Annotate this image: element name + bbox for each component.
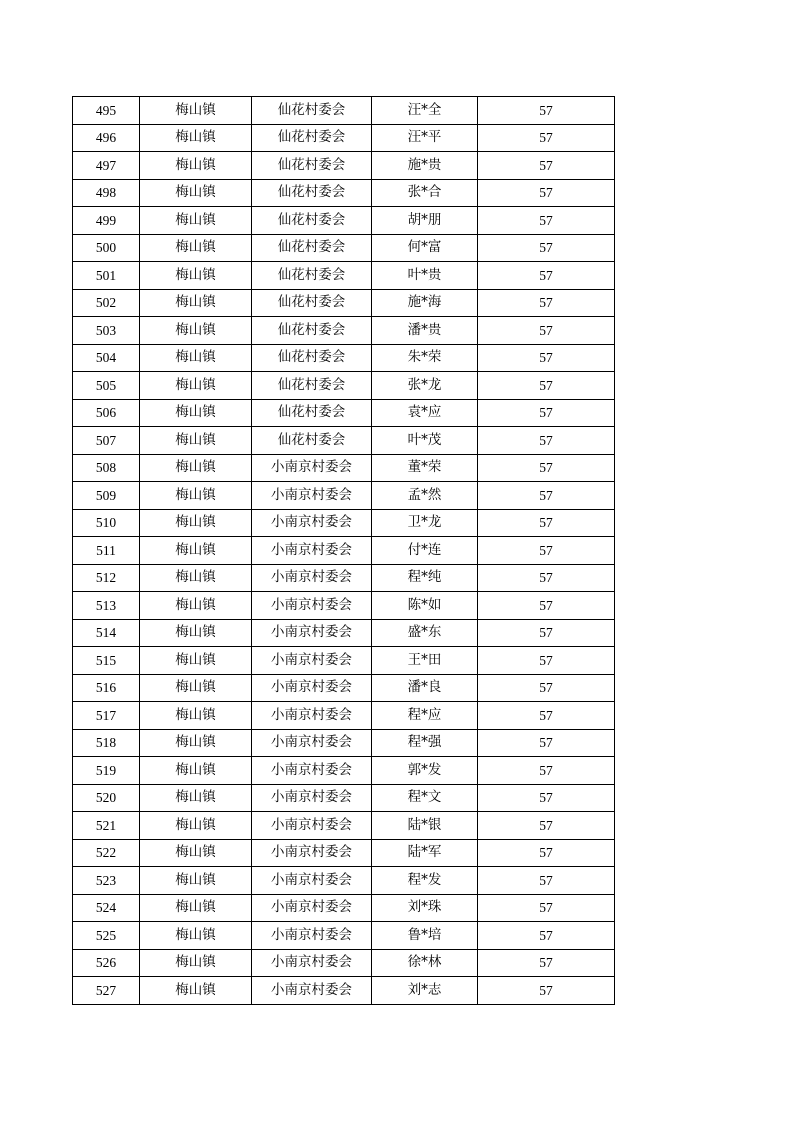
- row-number-cell: 519: [73, 757, 140, 785]
- town-cell: 梅山镇: [140, 619, 252, 647]
- row-number-cell: 510: [73, 509, 140, 537]
- amount-cell: 57: [478, 867, 615, 895]
- person-name-cell: 刘*志: [372, 977, 478, 1005]
- person-name-cell: 施*贵: [372, 152, 478, 180]
- person-name-cell: 叶*茂: [372, 427, 478, 455]
- person-name-cell: 潘*良: [372, 674, 478, 702]
- village-committee-cell: 仙花村委会: [252, 289, 372, 317]
- village-committee-cell: 小南京村委会: [252, 839, 372, 867]
- town-cell: 梅山镇: [140, 647, 252, 675]
- town-cell: 梅山镇: [140, 234, 252, 262]
- town-cell: 梅山镇: [140, 729, 252, 757]
- amount-cell: 57: [478, 784, 615, 812]
- village-committee-cell: 仙花村委会: [252, 234, 372, 262]
- village-committee-cell: 小南京村委会: [252, 729, 372, 757]
- amount-cell: 57: [478, 757, 615, 785]
- row-number-cell: 525: [73, 922, 140, 950]
- row-number-cell: 504: [73, 344, 140, 372]
- village-committee-cell: 仙花村委会: [252, 317, 372, 345]
- town-cell: 梅山镇: [140, 784, 252, 812]
- table-row: [73, 289, 615, 317]
- village-committee-cell: 小南京村委会: [252, 564, 372, 592]
- row-number-cell: 512: [73, 564, 140, 592]
- village-committee-cell: 仙花村委会: [252, 372, 372, 400]
- village-committee-cell: 仙花村委会: [252, 427, 372, 455]
- row-number-cell: 513: [73, 592, 140, 620]
- row-number-cell: 503: [73, 317, 140, 345]
- row-number-cell: 509: [73, 482, 140, 510]
- table-row: [73, 647, 615, 675]
- village-committee-cell: 小南京村委会: [252, 867, 372, 895]
- table-row: [73, 262, 615, 290]
- amount-cell: 57: [478, 124, 615, 152]
- person-name-cell: 朱*荣: [372, 344, 478, 372]
- amount-cell: 57: [478, 977, 615, 1005]
- amount-cell: 57: [478, 399, 615, 427]
- row-number-cell: 526: [73, 949, 140, 977]
- town-cell: 梅山镇: [140, 812, 252, 840]
- row-number-cell: 497: [73, 152, 140, 180]
- row-number-cell: 500: [73, 234, 140, 262]
- table-row: [73, 317, 615, 345]
- person-name-cell: 陆*银: [372, 812, 478, 840]
- row-number-cell: 518: [73, 729, 140, 757]
- amount-cell: 57: [478, 839, 615, 867]
- table-row: [73, 839, 615, 867]
- row-number-cell: 499: [73, 207, 140, 235]
- town-cell: 梅山镇: [140, 372, 252, 400]
- village-committee-cell: 小南京村委会: [252, 647, 372, 675]
- person-name-cell: 汪*平: [372, 124, 478, 152]
- town-cell: 梅山镇: [140, 674, 252, 702]
- town-cell: 梅山镇: [140, 207, 252, 235]
- village-committee-cell: 小南京村委会: [252, 812, 372, 840]
- town-cell: 梅山镇: [140, 454, 252, 482]
- village-committee-cell: 小南京村委会: [252, 454, 372, 482]
- person-name-cell: 付*连: [372, 537, 478, 565]
- amount-cell: 57: [478, 317, 615, 345]
- table-row: [73, 812, 615, 840]
- amount-cell: 57: [478, 509, 615, 537]
- person-name-cell: 程*纯: [372, 564, 478, 592]
- town-cell: 梅山镇: [140, 289, 252, 317]
- table-row: [73, 97, 615, 125]
- person-name-cell: 程*文: [372, 784, 478, 812]
- town-cell: 梅山镇: [140, 97, 252, 125]
- amount-cell: 57: [478, 647, 615, 675]
- town-cell: 梅山镇: [140, 537, 252, 565]
- town-cell: 梅山镇: [140, 344, 252, 372]
- row-number-cell: 495: [73, 97, 140, 125]
- table-row: [73, 592, 615, 620]
- person-name-cell: 程*发: [372, 867, 478, 895]
- amount-cell: 57: [478, 207, 615, 235]
- amount-cell: 57: [478, 427, 615, 455]
- village-committee-cell: 小南京村委会: [252, 674, 372, 702]
- amount-cell: 57: [478, 372, 615, 400]
- person-name-cell: 王*田: [372, 647, 478, 675]
- table-row: [73, 427, 615, 455]
- village-committee-cell: 仙花村委会: [252, 262, 372, 290]
- town-cell: 梅山镇: [140, 592, 252, 620]
- row-number-cell: 524: [73, 894, 140, 922]
- table-row: [73, 867, 615, 895]
- town-cell: 梅山镇: [140, 922, 252, 950]
- table-row: [73, 729, 615, 757]
- person-name-cell: 潘*贵: [372, 317, 478, 345]
- village-committee-cell: 小南京村委会: [252, 977, 372, 1005]
- town-cell: 梅山镇: [140, 757, 252, 785]
- person-name-cell: 何*富: [372, 234, 478, 262]
- row-number-cell: 496: [73, 124, 140, 152]
- village-committee-cell: 小南京村委会: [252, 784, 372, 812]
- person-name-cell: 袁*应: [372, 399, 478, 427]
- town-cell: 梅山镇: [140, 124, 252, 152]
- village-committee-cell: 小南京村委会: [252, 702, 372, 730]
- table-body: [73, 97, 615, 1005]
- row-number-cell: 507: [73, 427, 140, 455]
- table-row: [73, 674, 615, 702]
- table-row: [73, 564, 615, 592]
- village-committee-cell: 仙花村委会: [252, 152, 372, 180]
- village-committee-cell: 小南京村委会: [252, 509, 372, 537]
- amount-cell: 57: [478, 592, 615, 620]
- row-number-cell: 522: [73, 839, 140, 867]
- row-number-cell: 523: [73, 867, 140, 895]
- table-row: [73, 894, 615, 922]
- person-name-cell: 程*强: [372, 729, 478, 757]
- person-name-cell: 程*应: [372, 702, 478, 730]
- village-committee-cell: 仙花村委会: [252, 124, 372, 152]
- person-name-cell: 盛*东: [372, 619, 478, 647]
- amount-cell: 57: [478, 152, 615, 180]
- town-cell: 梅山镇: [140, 509, 252, 537]
- amount-cell: 57: [478, 179, 615, 207]
- row-number-cell: 508: [73, 454, 140, 482]
- town-cell: 梅山镇: [140, 152, 252, 180]
- town-cell: 梅山镇: [140, 977, 252, 1005]
- amount-cell: 57: [478, 97, 615, 125]
- table-row: [73, 949, 615, 977]
- amount-cell: 57: [478, 289, 615, 317]
- table-row: [73, 757, 615, 785]
- amount-cell: 57: [478, 949, 615, 977]
- village-committee-cell: 仙花村委会: [252, 207, 372, 235]
- person-name-cell: 陈*如: [372, 592, 478, 620]
- town-cell: 梅山镇: [140, 949, 252, 977]
- table-row: [73, 234, 615, 262]
- person-name-cell: 叶*贵: [372, 262, 478, 290]
- table-row: [73, 784, 615, 812]
- person-name-cell: 鲁*培: [372, 922, 478, 950]
- amount-cell: 57: [478, 234, 615, 262]
- village-committee-cell: 小南京村委会: [252, 894, 372, 922]
- person-name-cell: 郭*发: [372, 757, 478, 785]
- amount-cell: 57: [478, 454, 615, 482]
- town-cell: 梅山镇: [140, 894, 252, 922]
- table-row: [73, 619, 615, 647]
- village-committee-cell: 小南京村委会: [252, 922, 372, 950]
- row-number-cell: 505: [73, 372, 140, 400]
- amount-cell: 57: [478, 537, 615, 565]
- town-cell: 梅山镇: [140, 702, 252, 730]
- row-number-cell: 502: [73, 289, 140, 317]
- data-table: [72, 96, 615, 1005]
- amount-cell: 57: [478, 922, 615, 950]
- amount-cell: 57: [478, 894, 615, 922]
- village-committee-cell: 小南京村委会: [252, 482, 372, 510]
- amount-cell: 57: [478, 812, 615, 840]
- village-committee-cell: 仙花村委会: [252, 179, 372, 207]
- town-cell: 梅山镇: [140, 179, 252, 207]
- table-row: [73, 977, 615, 1005]
- table-row: [73, 344, 615, 372]
- row-number-cell: 520: [73, 784, 140, 812]
- amount-cell: 57: [478, 564, 615, 592]
- town-cell: 梅山镇: [140, 262, 252, 290]
- village-committee-cell: 小南京村委会: [252, 537, 372, 565]
- row-number-cell: 517: [73, 702, 140, 730]
- town-cell: 梅山镇: [140, 317, 252, 345]
- table-row: [73, 922, 615, 950]
- amount-cell: 57: [478, 344, 615, 372]
- village-committee-cell: 小南京村委会: [252, 949, 372, 977]
- row-number-cell: 511: [73, 537, 140, 565]
- amount-cell: 57: [478, 619, 615, 647]
- person-name-cell: 张*龙: [372, 372, 478, 400]
- table-row: [73, 482, 615, 510]
- person-name-cell: 徐*林: [372, 949, 478, 977]
- village-committee-cell: 仙花村委会: [252, 97, 372, 125]
- row-number-cell: 521: [73, 812, 140, 840]
- person-name-cell: 胡*朋: [372, 207, 478, 235]
- table-row: [73, 399, 615, 427]
- village-committee-cell: 小南京村委会: [252, 619, 372, 647]
- table-row: [73, 372, 615, 400]
- table-row: [73, 179, 615, 207]
- town-cell: 梅山镇: [140, 867, 252, 895]
- row-number-cell: 498: [73, 179, 140, 207]
- table-row: [73, 537, 615, 565]
- person-name-cell: 董*荣: [372, 454, 478, 482]
- table-row: [73, 454, 615, 482]
- table-row: [73, 509, 615, 537]
- row-number-cell: 506: [73, 399, 140, 427]
- table-row: [73, 207, 615, 235]
- table-row: [73, 702, 615, 730]
- person-name-cell: 刘*珠: [372, 894, 478, 922]
- table-row: [73, 124, 615, 152]
- amount-cell: 57: [478, 482, 615, 510]
- town-cell: 梅山镇: [140, 564, 252, 592]
- amount-cell: 57: [478, 262, 615, 290]
- village-committee-cell: 小南京村委会: [252, 592, 372, 620]
- row-number-cell: 515: [73, 647, 140, 675]
- row-number-cell: 527: [73, 977, 140, 1005]
- village-committee-cell: 小南京村委会: [252, 757, 372, 785]
- person-name-cell: 张*合: [372, 179, 478, 207]
- town-cell: 梅山镇: [140, 399, 252, 427]
- person-name-cell: 孟*然: [372, 482, 478, 510]
- row-number-cell: 501: [73, 262, 140, 290]
- amount-cell: 57: [478, 729, 615, 757]
- table-row: [73, 152, 615, 180]
- amount-cell: 57: [478, 674, 615, 702]
- town-cell: 梅山镇: [140, 427, 252, 455]
- person-name-cell: 卫*龙: [372, 509, 478, 537]
- town-cell: 梅山镇: [140, 482, 252, 510]
- person-name-cell: 施*海: [372, 289, 478, 317]
- person-name-cell: 陆*军: [372, 839, 478, 867]
- row-number-cell: 516: [73, 674, 140, 702]
- row-number-cell: 514: [73, 619, 140, 647]
- village-committee-cell: 仙花村委会: [252, 399, 372, 427]
- amount-cell: 57: [478, 702, 615, 730]
- village-committee-cell: 仙花村委会: [252, 344, 372, 372]
- person-name-cell: 汪*全: [372, 97, 478, 125]
- town-cell: 梅山镇: [140, 839, 252, 867]
